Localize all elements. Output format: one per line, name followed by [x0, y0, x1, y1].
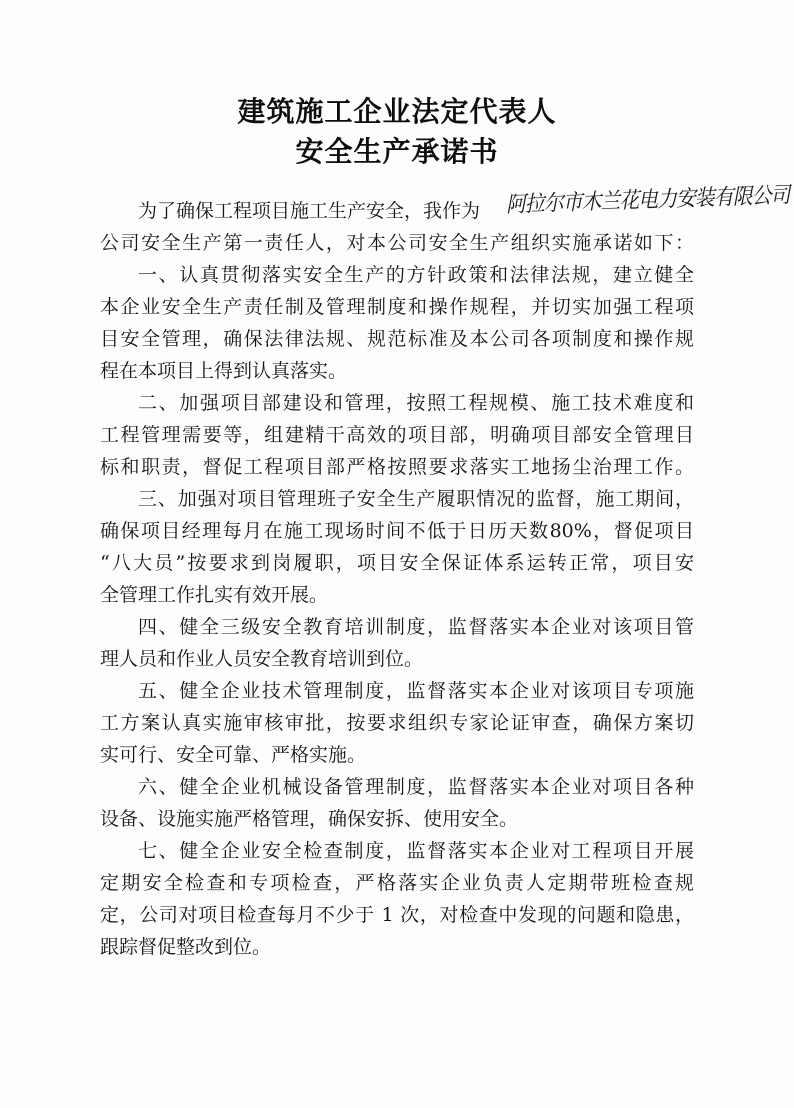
document-title-line1: 建筑施工企业法定代表人: [237, 95, 557, 128]
item5-line-2: 工方案认真实施审核审批，按要求组织专家论证审查，确保方案切: [100, 712, 694, 734]
item2-line-2: 工程管理需要等，组建精干高效的项目部，明确项目部安全管理目: [100, 424, 694, 446]
item3-line-4: 全管理工作扎实有效开展。: [100, 584, 329, 606]
item5-line-1: 五、健全企业技术管理制度，监督落实本企业对该项目专项施: [138, 680, 694, 702]
item1-line-4: 程在本项目上得到认真落实。: [100, 360, 348, 382]
item1-line-1: 一、认真贯彻落实安全生产的方针政策和法律法规，建立健全: [138, 264, 694, 286]
item7-line-4: 跟踪督促整改到位。: [100, 936, 272, 958]
item3-line-3: “八大员”按要求到岗履职，项目安全保证体系运转正常，项目安: [100, 552, 694, 574]
item1-line-2: 本企业安全生产责任制及管理制度和操作规程，并切实加强工程项: [100, 296, 694, 318]
item3-line-1: 三、加强对项目管理班子安全生产履职情况的监督，施工期间，: [138, 488, 694, 510]
item4-line-2: 理人员和作业人员安全教育培训到位。: [100, 648, 424, 670]
item2-line-1: 二、加强项目部建设和管理，按照工程规模、施工技术难度和: [138, 392, 694, 414]
item1-line-3: 目安全管理，确保法律法规、规范标准及本公司各项制度和操作规: [100, 328, 694, 350]
item2-line-3: 标和职责，督促工程项目部严格按照要求落实工地扬尘治理工作。: [100, 456, 694, 478]
item6-line-2: 设备、设施实施严格管理，确保安拆、使用安全。: [100, 808, 519, 830]
item5-line-3: 实可行、安全可靠、严格实施。: [100, 744, 367, 766]
item4-line-1: 四、健全三级安全教育培训制度，监督落实本企业对该项目管: [138, 616, 694, 638]
document-title-line2: 安全生产承诺书: [295, 135, 499, 168]
intro-line-2: 公司安全生产第一责任人，对本公司安全生产组织实施承诺如下：: [100, 232, 694, 254]
handwritten-company-name: 阿拉尔市木兰花电力安装有限公司: [505, 183, 790, 218]
item3-line-2: 确保项目经理每月在施工现场时间不低于日历天数80%，督促项目: [100, 520, 694, 542]
item7-line-2: 定期安全检查和专项检查，严格落实企业负责人定期带班检查规: [100, 872, 694, 894]
item6-line-1: 六、健全企业机械设备管理制度，监督落实本企业对项目各种: [138, 776, 694, 798]
item7-line-1: 七、健全企业安全检查制度，监督落实本企业对工程项目开展: [138, 840, 694, 862]
item7-line-3: 定，公司对项目检查每月不少于 1 次，对检查中发现的问题和隐患，: [100, 904, 694, 926]
intro-line-1: 为了确保工程项目施工生产安全，我作为: [138, 200, 481, 222]
